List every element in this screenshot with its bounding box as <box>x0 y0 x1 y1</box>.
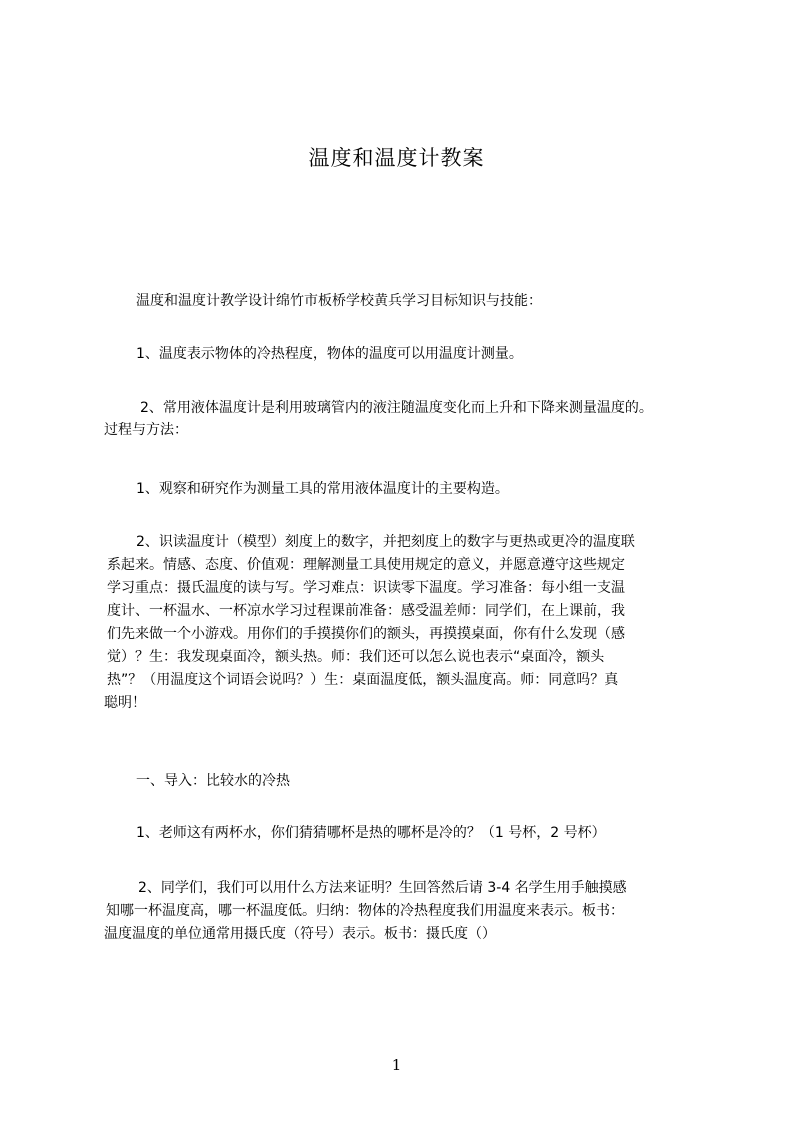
process-item-2-line: 2、识读温度计（模型）刻度上的数字，并把刻度上的数字与更热或更冷的温度联 <box>136 534 635 550</box>
process-item-2-line: 系起来。情感、态度、价值观：理解测量工具使用规定的意义，并愿意遵守这些规定 <box>107 557 625 573</box>
section-1-item-2-line: 2、同学们，我们可以用什么方法来证明？生回答然后请 3-4 名学生用手触摸感 <box>138 880 627 896</box>
process-item-2-line: 学习重点：摄氏温度的读与写。学习难点：识读零下温度。学习准备：每小组一支温 <box>107 580 625 596</box>
section-1-item-2-line: 知哪一杯温度高，哪一杯温度低。归纳：物体的冷热程度我们用温度来表示。板书： <box>106 903 624 919</box>
process-item-2-line: 聪明！ <box>104 695 146 711</box>
intro-paragraph <box>136 290 542 312</box>
process-item-2 <box>104 531 635 715</box>
process-item-2-line: 热”？（用温度这个词语会说吗？）生：桌面温度低，额头温度高。师：同意吗？真 <box>107 672 619 688</box>
knowledge-item-2 <box>104 397 653 441</box>
process-item-2-line: 们先来做一个小游戏。用你们的手摸摸你们的额头，再摸摸桌面，你有什么发现（感 <box>107 626 625 642</box>
section-1-item-1 <box>136 822 606 844</box>
section-1-item-1-text: 1、老师这有两杯水，你们猜猜哪杯是热的哪杯是冷的？（1 号杯，2 号杯） <box>136 825 606 841</box>
page-number: 1 <box>391 1056 402 1074</box>
knowledge-item-1 <box>136 343 523 365</box>
section-1-heading <box>136 770 290 792</box>
knowledge-item-2-line-2: 过程与方法： <box>104 422 188 438</box>
process-item-2-line: 觉）？生：我发现桌面冷，额头热。师：我们还可以怎么说也表示“桌面冷，额头 <box>107 649 605 665</box>
section-1-item-2 <box>104 877 627 946</box>
knowledge-item-1-text: 1、温度表示物体的冷热程度，物体的温度可以用温度计测量。 <box>136 346 523 362</box>
process-item-1-text: 1、观察和研究作为测量工具的常用液体温度计的主要构造。 <box>136 481 509 497</box>
intro-text: 温度和温度计教学设计绵竹市板桥学校黄兵学习目标知识与技能： <box>136 293 542 309</box>
process-item-1 <box>136 478 509 500</box>
process-item-2-line: 度计、一杯温水、一杯凉水学习过程课前准备：感受温差师：同学们，在上课前，我 <box>107 603 625 619</box>
document-title: 温度和温度计教案 <box>308 146 485 170</box>
section-1-item-2-line: 温度温度的单位通常用摄氏度（符号）表示。板书：摄氏度（） <box>104 926 496 942</box>
section-1-heading-text: 一、导入：比较水的冷热 <box>136 773 290 789</box>
knowledge-item-2-line-1: 2、常用液体温度计是利用玻璃管内的液注随温度变化而上升和下降来测量温度的。 <box>140 400 653 416</box>
